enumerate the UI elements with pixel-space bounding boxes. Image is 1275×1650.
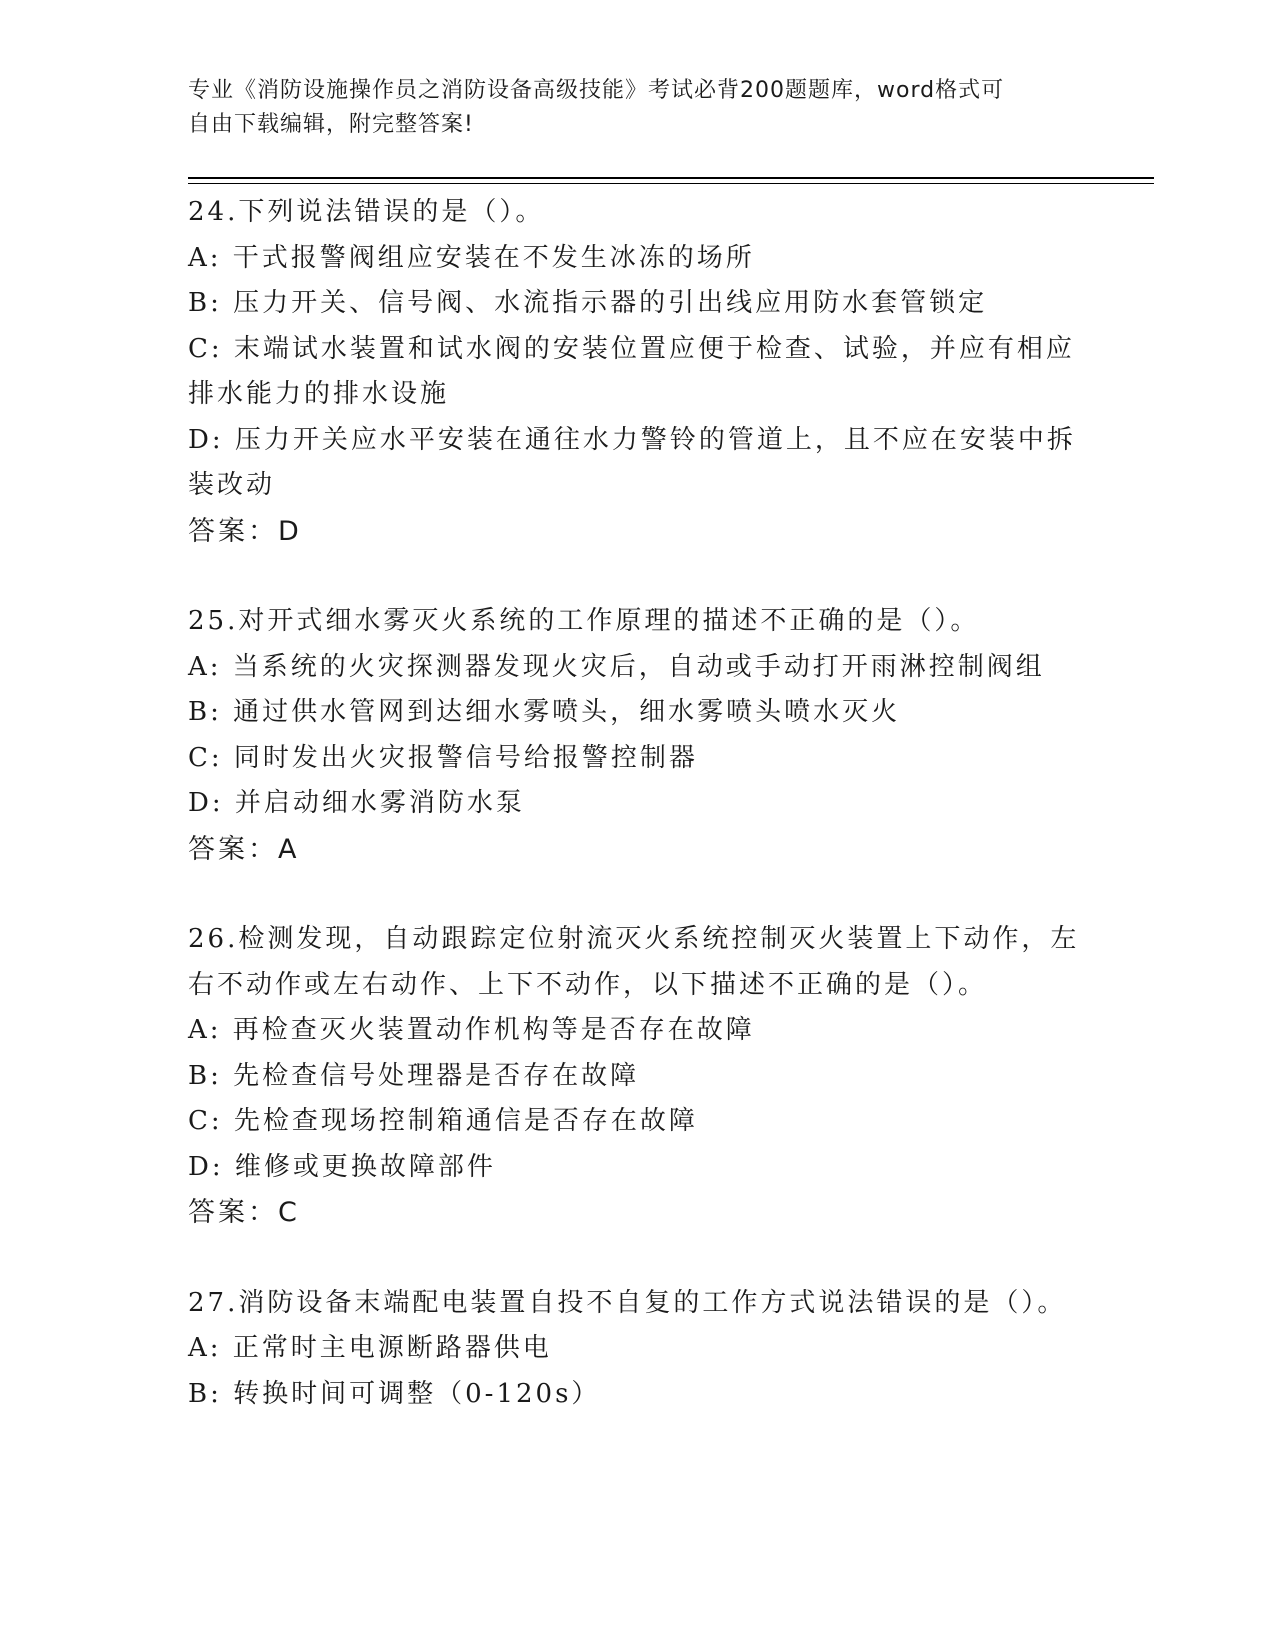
option-d: D: 压力开关应水平安装在通往水力警铃的管道上，且不应在安装中拆装改动: [188, 424, 1076, 500]
document-header: [188, 74, 1088, 142]
question-list: [188, 190, 1088, 1417]
question-stem: 26.检测发现，自动跟踪定位射流灭火系统控制灭火装置上下动作，左右不动作或左右动作、上下不动作，以下描述不正确的是（）。: [188, 924, 1080, 1000]
question-27: [188, 1281, 1088, 1418]
answer-label: 答案：A: [188, 833, 300, 865]
question-stem: 25.对开式细水雾灭火系统的工作原理的描述不正确的是（）。: [188, 606, 980, 636]
header-divider-thin: [188, 183, 1154, 184]
question-26: [188, 917, 1088, 1236]
option-d: D: 并启动细水雾消防水泵: [188, 788, 525, 818]
option-c: C: 末端试水装置和试水阀的安装位置应便于检查、试验，并应有相应排水能力的排水设施: [188, 333, 1075, 409]
question-stem: 24.下列说法错误的是（）。: [188, 197, 545, 227]
option-b: B: 压力开关、信号阀、水流指示器的引出线应用防水套管锁定: [188, 288, 988, 318]
option-d: D: 维修或更换故障部件: [188, 1151, 496, 1182]
question-25: [188, 599, 1088, 872]
option-a: A: 当系统的火灾探测器发现火灾后，自动或手动打开雨淋控制阀组: [188, 651, 1045, 682]
option-b: B: 转换时间可调整（0-120s）: [188, 1378, 601, 1409]
option-a: A: 正常时主电源断路器供电: [188, 1333, 552, 1363]
option-c: C: 同时发出火灾报警信号给报警控制器: [188, 742, 698, 773]
option-b: B: 通过供水管网到达细水雾喷头，细水雾喷头喷水灭火: [188, 697, 901, 727]
header-divider-thick: [188, 177, 1154, 179]
option-b: B: 先检查信号处理器是否存在故障: [188, 1060, 640, 1091]
option-c: C: 先检查现场控制箱通信是否存在故障: [188, 1106, 698, 1136]
answer-label: 答案：C: [188, 1197, 300, 1228]
question-stem: 27.消防设备末端配电装置自投不自复的工作方式说法错误的是（）。: [188, 1287, 1067, 1318]
header-line-2: 自由下载编辑，附完整答案!: [188, 112, 474, 137]
header-line-1: 专业《消防设施操作员之消防设备高级技能》考试必背200题题库，word格式可: [188, 78, 1005, 103]
option-a: A: 再检查灭火装置动作机构等是否存在故障: [188, 1015, 755, 1045]
option-a: A: 干式报警阀组应安装在不发生冰冻的场所: [188, 242, 755, 273]
answer-label: 答案：D: [188, 515, 302, 547]
question-24: [188, 190, 1088, 554]
